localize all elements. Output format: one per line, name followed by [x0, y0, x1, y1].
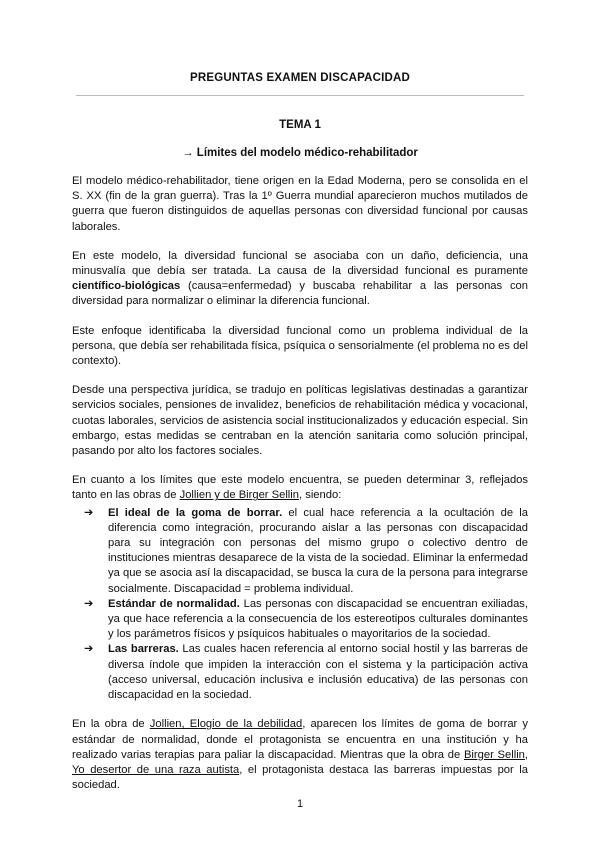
title-divider [76, 95, 524, 96]
works-text-c: , el protagonista destaca las barreras impuestas por la sociedad. [72, 763, 528, 792]
works-text-a: En la obra de [72, 718, 150, 731]
paragraph-model [72, 249, 528, 310]
limit-term: Estándar de normalidad. [108, 597, 240, 610]
paragraph-limits-intro [72, 473, 528, 503]
paragraph-model-text-a: En este modelo, la diversidad funcional se asociaba con un daño, deficiencia, una minusvalía que debía ser tratada. La causa de la diversidad funcional es puramente [72, 249, 528, 278]
limit-description: Las personas con discapacidad se encuentran exiliadas, ya que hace referencia a la consecuencia de los estereotipos culturales dominantes y los parámetros físicos y psíquicos habituales o mayoritarios de la sociedad. [108, 597, 528, 641]
limits-list [72, 506, 528, 704]
paragraph-legal: Desde una perspectiva jurídica, se tradujo en políticas legislativas destinadas a garantizar servicios sociales, pensiones de invalidez, beneficios de rehabilitación médica y vocacional, cuotas laborales, servicios de asistencia social institucionalizados y educación especial. Sin embargo, estas medidas se centraban en la atención sanitaria como solución principal, pasando por alto los factores sociales. [72, 384, 528, 458]
sellin-work-link[interactable]: Birger Sellin, Yo desertor de una raza autista [72, 748, 529, 776]
paragraph-works [72, 717, 528, 793]
section-subtitle: → Límites del modelo médico-rehabilitador [182, 147, 418, 159]
list-item [84, 597, 528, 643]
works-text-b: , aparecen los límites de goma de borrar y estándar de normalidad, donde el protagonista se encuentra en una institución y ha realizado varias terapias para paliar la discapacidad. Mientras que la obra de [72, 718, 528, 761]
paragraph-model-bold: científico-biológicas [72, 280, 181, 293]
limits-intro-text-b: , siendo: [299, 489, 342, 502]
arrow-bullet-icon: ➔ [84, 643, 94, 656]
limits-intro-text-a: En cuanto a los límites que este modelo encuentra, se pueden determinar 3, reflejados tanto en las obras de [72, 474, 528, 502]
limit-term: Las barreras. [108, 643, 179, 656]
arrow-bullet-icon: ➔ [84, 597, 94, 610]
jollien-work-link[interactable]: Jollien, Elogio de la debilidad [149, 718, 303, 731]
authors-link[interactable]: Jollien y de Birger Sellin [179, 489, 300, 502]
list-item [84, 506, 529, 597]
list-item [84, 642, 528, 703]
page-number: 1 [296, 798, 304, 810]
limit-description: el cual hace referencia a la ocultación de la diferencia como integración, procurando aislar a las personas con discapacidad para su integración con personas del mismo grupo o colectivo dentro de instituciones mientras desaparece de la vista de la sociedad. Eliminar la enfermedad ya que se asocia así la discapacidad, se busca la cura de la persona para integrarse socialmente. Discapacidad = problema individual. [108, 506, 529, 595]
limit-term: El ideal de la goma de borrar. [108, 506, 283, 519]
paragraph-model-text-b: (causa=enfermedad) y buscaba rehabilitar a las personas con diversidad para normalizar o eliminar la diferencia funcional. [72, 280, 528, 308]
paragraph-approach: Este enfoque identificaba la diversidad funcional como un problema individual de la persona, que debía ser rehabilitada física, psíquica o sensorialmente (el problema no es del contexto). [72, 324, 528, 368]
section-heading: TEMA 1 [279, 119, 321, 131]
limit-description: Las cuales hacen referencia al entorno social hostil y las barreras de diversa índole que impiden la interacción con el sistema y la participación activa (acceso universal, educación inclusiva e inclusión educativa) de las personas con discapacidad en la sociedad. [108, 643, 528, 702]
document-title: PREGUNTAS EXAMEN DISCAPACIDAD [189, 72, 411, 84]
document-body [72, 174, 528, 807]
arrow-bullet-icon: ➔ [84, 506, 94, 519]
paragraph-origin: El modelo médico-rehabilitador, tiene origen en la Edad Moderna, pero se consolida en el S. XX (fin de la gran guerra). Tras la 1º Guerra mundial aparecieron muchos mutilados de guerra que fueron distinguidos de aquellas personas con diversidad funcional por causas laborales. [72, 175, 528, 233]
